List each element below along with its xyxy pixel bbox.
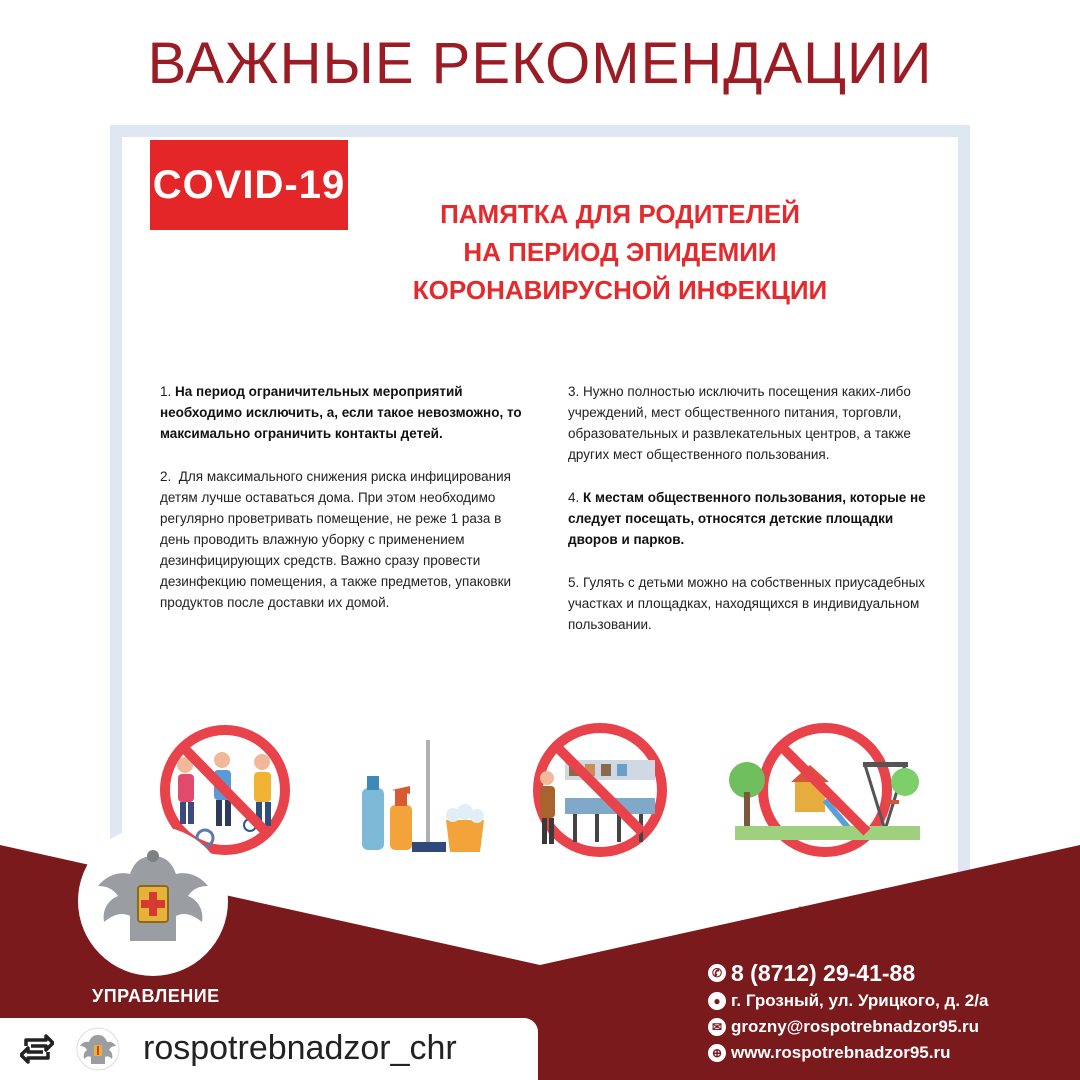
memo-title — [390, 195, 850, 309]
phone-row — [708, 958, 988, 988]
address-text: г. Грозный, ул. Урицкого, д. 2/а — [731, 991, 989, 1010]
recommendation-item: 1. На период ограничительных мероприятий необходимо исключить, а, если такое невозможно, то максимально ограничить контакты детей. — [160, 384, 522, 441]
recommendations-left-column — [160, 381, 525, 635]
memo-title-line: КОРОНАВИРУСНОЙ ИНФЕКЦИИ — [412, 275, 828, 305]
phone-number: 8 (8712) 29-41-88 — [731, 959, 916, 986]
contacts-block — [708, 958, 988, 1066]
recommendation-item: 3. Нужно полностью исключить посещения каких-либо учреждений, мест общественного питания, торговли, образовательных и развлекательных центров, а также других мест общественного пользования. — [568, 384, 911, 462]
recommendation-item: 5. Гулять с детьми можно на собственных приусадебных участках и площадках, находящихся в индивидуальном пользовании. — [568, 575, 926, 632]
globe-icon: ⊕ — [708, 1044, 726, 1062]
location-pin-icon: ● — [708, 992, 726, 1010]
emblem-circle — [78, 826, 228, 976]
covid-badge: COVID-19 — [150, 140, 348, 230]
recommendation-item: 4. К местам общественного пользования, которые не следует посещать, относятся детские площадки дворов и парков. — [568, 490, 926, 547]
mail-icon: ✉ — [708, 1018, 726, 1036]
double-headed-eagle-icon — [78, 826, 228, 976]
organization-label: УПРАВЛЕНИЕ — [92, 986, 220, 1006]
memo-title-line: ПАМЯТКА ДЛЯ РОДИТЕЛЕЙ — [440, 199, 800, 229]
memo-title-line: НА ПЕРИОД ЭПИДЕМИИ — [463, 237, 777, 267]
repost-bar[interactable] — [0, 1018, 538, 1080]
recommendations-right-column — [568, 381, 933, 657]
repost-username[interactable]: rospotrebnadzor_chr — [143, 1029, 457, 1067]
phone-icon: ✆ — [708, 964, 726, 982]
email-row — [708, 1014, 988, 1040]
page-title: ВАЖНЫЕ РЕКОМЕНДАЦИИ — [147, 31, 933, 96]
email-text: grozny@rospotrebnadzor95.ru — [731, 1017, 979, 1036]
recommendation-item: 2. Для максимального снижения риска инфицирования детям лучше оставаться дома. При этом необходимо регулярно проветривать помещение, не реже 1 раза в день проводить влажную уборку с применением дезинфицирующих средств. Важно сразу провести дезинфекцию помещения, а также предметов, упаковки продуктов после доставки их домой. — [160, 469, 512, 610]
account-avatar[interactable] — [76, 1027, 120, 1071]
repost-icon[interactable] — [20, 1034, 54, 1064]
website-text: www.rospotrebnadzor95.ru — [731, 1043, 951, 1062]
website-row — [708, 1040, 988, 1066]
address-row — [708, 988, 988, 1014]
